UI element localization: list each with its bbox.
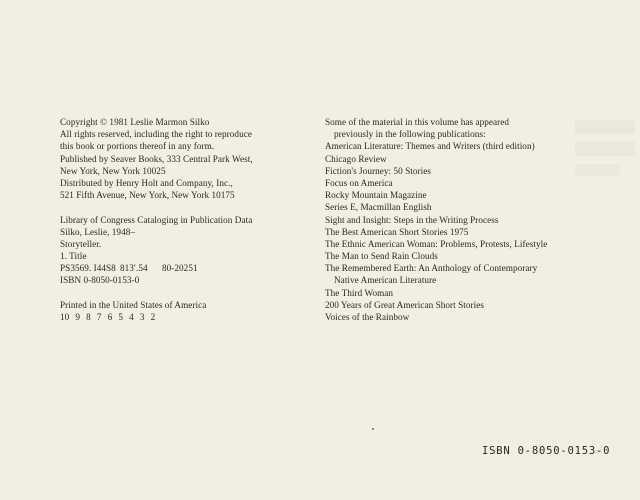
publication-item: The Man to Send Rain Clouds <box>325 251 438 262</box>
publication-item-continued: Native American Literature <box>334 275 437 286</box>
lccn-number: 80-20251 <box>162 263 198 274</box>
left-column <box>60 116 300 323</box>
bottom-isbn: ISBN 0-8050-0153-0 <box>482 445 611 457</box>
publication-item: The Remembered Earth: An Anthology of Contemporary <box>325 263 538 274</box>
publication-item: American Literature: Themes and Writers (third edition) <box>325 141 535 152</box>
print-digit: 8 <box>86 312 91 322</box>
cataloging-author: Silko, Leslie, 1948– <box>60 226 136 237</box>
publication-item: Rocky Mountain Magazine <box>325 190 427 201</box>
print-digit: 7 <box>96 312 102 322</box>
publication-item: Sight and Insight: Steps in the Writing Process <box>325 214 499 225</box>
publication-item: Fiction's Journey: 50 Stories <box>325 165 431 176</box>
rights-line: All rights reserved, including the right to reproduce <box>60 129 252 140</box>
copyright-block <box>60 116 300 201</box>
print-digit: 3 <box>139 312 145 322</box>
call-number: PS3569. I44S8 <box>60 263 116 274</box>
acknowledgment-intro: Some of the material in this volume has appeared <box>325 117 510 127</box>
print-digit: 9 <box>75 312 81 322</box>
publication-item: The Ethnic American Woman: Problems, Protests, Lifestyle <box>325 238 548 249</box>
print-digit: 6 <box>107 312 113 322</box>
printing-number-line <box>60 311 300 323</box>
publication-item: Focus on America <box>325 177 393 188</box>
printed-in-line: Printed in the United States of America <box>60 299 207 310</box>
print-digit: 4 <box>129 312 134 322</box>
publication-item: 200 Years of Great American Short Stories <box>325 299 484 310</box>
cataloging-subject: 1. Title <box>60 251 87 262</box>
right-column <box>325 116 625 323</box>
print-digit: 10 <box>60 312 70 322</box>
publication-item: The Best American Short Stories 1975 <box>325 226 469 237</box>
distributor-address-line: 521 Fifth Avenue, New York, New York 10175 <box>60 190 235 201</box>
publication-item: Series E, Macmillan English <box>325 202 432 213</box>
copyright-line: Copyright © 1981 Leslie Marmon Silko <box>60 117 210 127</box>
print-digit: 2 <box>150 312 156 322</box>
cataloging-isbn: ISBN 0-8050-0153-0 <box>60 275 140 286</box>
publication-item: Voices of the Rainbow <box>325 312 410 322</box>
dewey-number: 813′.54 <box>120 263 148 274</box>
publisher-line: Published by Seaver Books, 333 Central Park West, <box>60 153 253 164</box>
distributor-line: Distributed by Henry Holt and Company, Inc., <box>60 177 233 188</box>
speck-mark <box>372 428 374 430</box>
acknowledgment-intro-continued: previously in the following publications: <box>334 129 486 140</box>
publication-item: Chicago Review <box>325 153 387 164</box>
rights-line: this book or portions thereof in any form. <box>60 141 215 152</box>
cataloging-block <box>60 214 300 287</box>
publication-item: The Third Woman <box>325 287 394 298</box>
cataloging-heading: Library of Congress Cataloging in Publication Data <box>60 214 253 225</box>
cataloging-title: Storyteller. <box>60 238 102 249</box>
publisher-address-line: New York, New York 10025 <box>60 165 166 176</box>
cataloging-numbers-row <box>60 262 300 274</box>
print-digit: 5 <box>118 312 124 322</box>
